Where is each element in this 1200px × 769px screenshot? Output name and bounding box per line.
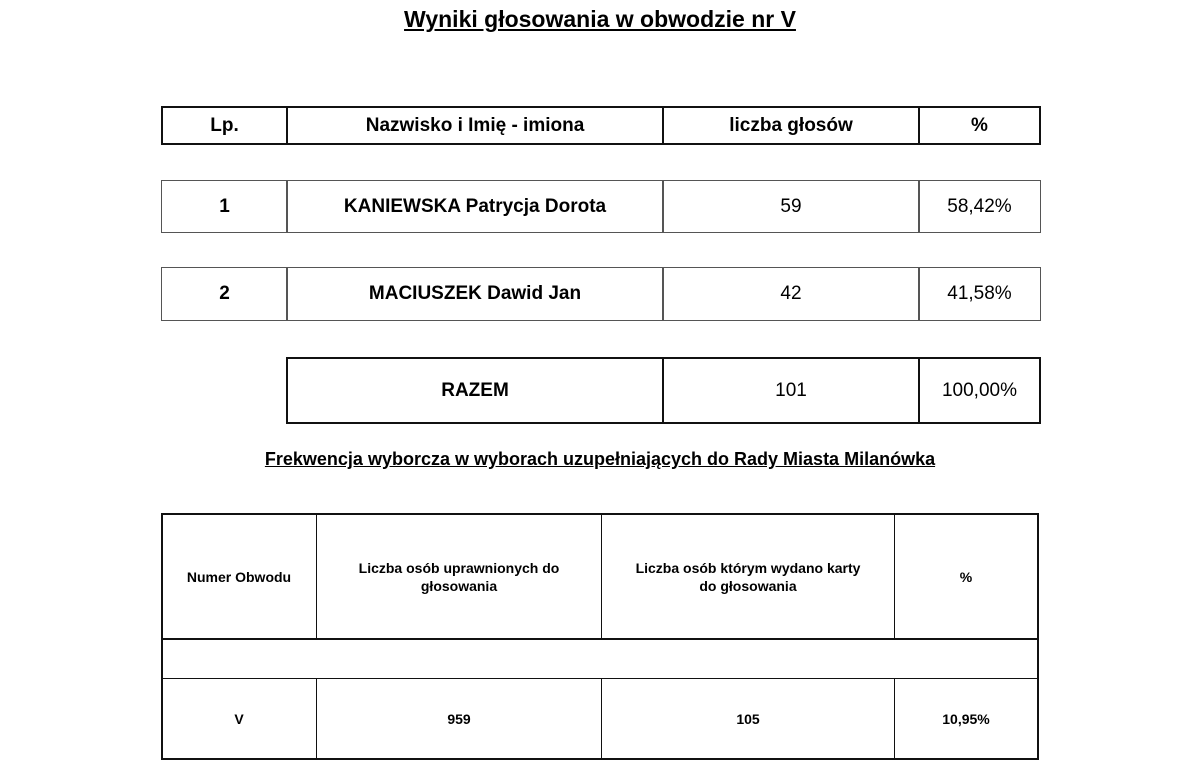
row-divider <box>161 638 1039 640</box>
turnout-title: Frekwencja wyborcza w wyborach uzupełniających do Rady Miasta Milanówka <box>264 449 936 469</box>
turnout-percent-value: 10,95% <box>942 710 990 727</box>
total-label: RAZEM <box>286 357 664 424</box>
total-percent: 100,00% <box>918 357 1041 424</box>
row-lp: 1 <box>161 180 288 233</box>
row-percent: 41,58% <box>918 267 1041 321</box>
row-lp: 2 <box>161 267 288 321</box>
header-lp: Lp. <box>161 106 288 145</box>
header-eligible: Liczba osób uprawnionych do głosowania <box>358 559 560 594</box>
row-name: MACIUSZEK Dawid Jan <box>286 267 664 321</box>
header-district: Numer Obwodu <box>186 568 292 585</box>
row-votes: 59 <box>662 180 920 233</box>
header-percent: % <box>918 106 1041 145</box>
page-title: Wyniki głosowania w obwodzie nr V <box>404 6 796 32</box>
header-ballots: Liczba osób którym wydano karty do głosowania <box>635 559 861 594</box>
header-votes: liczba głosów <box>662 106 920 145</box>
header-percent: % <box>959 568 973 585</box>
eligible-value: 959 <box>447 710 471 727</box>
row-percent: 58,42% <box>918 180 1041 233</box>
total-votes: 101 <box>662 357 920 424</box>
row-name: KANIEWSKA Patrycja Dorota <box>286 180 664 233</box>
header-name: Nazwisko i Imię - imiona <box>286 106 664 145</box>
ballots-value: 105 <box>736 710 760 727</box>
row-votes: 42 <box>662 267 920 321</box>
district-value: V <box>234 710 244 727</box>
